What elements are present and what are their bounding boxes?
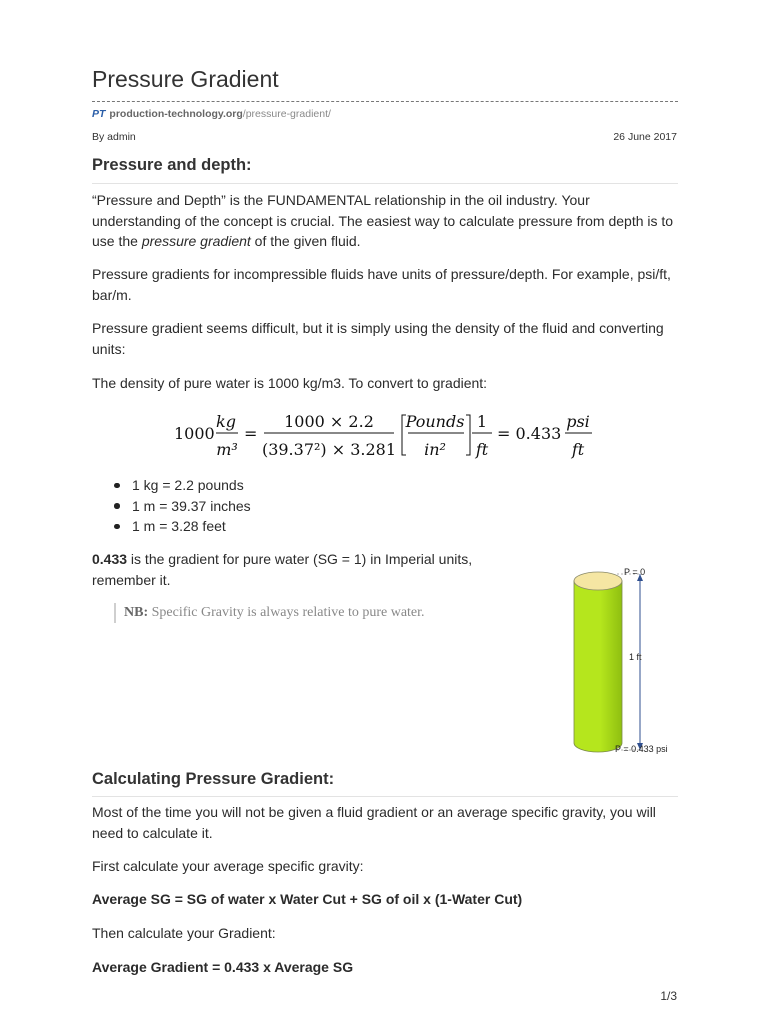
- cylinder-body: [574, 581, 622, 752]
- pressure-bottom-label: P = 0.433 psi: [615, 744, 668, 754]
- title-divider: [92, 101, 678, 102]
- list-item: [92, 516, 251, 537]
- list-item-text: 1 m = 39.37 inches: [132, 497, 251, 514]
- list-item-text: 1 kg = 2.2 pounds: [132, 477, 244, 493]
- pressure-top-label: P = 0: [624, 567, 646, 577]
- formula-psi: psi: [566, 412, 590, 431]
- formula-result: = 0.433: [497, 424, 562, 443]
- list-item: [92, 475, 251, 496]
- water-gradient-text: is the gradient for pure water (SG = 1) in Imperial units, remember it.: [92, 551, 473, 588]
- section-heading-pressure-depth: Pressure and depth:: [92, 156, 252, 174]
- water-column-diagram: [565, 562, 683, 758]
- conversion-list: [92, 475, 251, 537]
- author-byline: By admin: [92, 131, 136, 143]
- section-divider: [92, 183, 678, 184]
- formula-m3: m³: [216, 440, 238, 459]
- formula-pounds: Pounds: [405, 412, 465, 431]
- avg-sg-formula: Average SG = SG of water x Water Cut + SG of oil x (1-Water Cut): [92, 891, 523, 907]
- bullet-icon: [114, 503, 120, 509]
- bullet-icon: [114, 483, 120, 489]
- page-number: 1/3: [660, 989, 677, 1003]
- depth-label: 1 ft: [629, 652, 642, 662]
- avg-gradient-formula: Average Gradient = 0.433 x Average SG: [92, 959, 354, 975]
- source-domain[interactable]: production-technology.org: [109, 108, 243, 120]
- nb-blockquote: [114, 603, 425, 623]
- source-link[interactable]: [92, 108, 331, 120]
- bullet-icon: [114, 524, 120, 530]
- site-logo: PT: [92, 108, 106, 120]
- formula-numerator: 1000 × 2.2: [284, 412, 374, 431]
- list-item-text: 1 m = 3.28 feet: [132, 518, 226, 534]
- intro-text-a: “Pressure and Depth” is the FUNDAMENTAL relationship in the oil industry. Your understanding of the concept is crucial. The easiest way to calculate pressure from depth is to use the: [92, 192, 674, 249]
- avg-sg-intro: First calculate your average specific gravity:: [92, 858, 364, 874]
- nb-text: Specific Gravity is always relative to pure water.: [148, 605, 425, 620]
- formula-in2: in²: [424, 440, 446, 459]
- intro-paragraph: [92, 190, 678, 252]
- formula-psi-ft: ft: [571, 440, 585, 459]
- nb-label: NB:: [124, 605, 149, 620]
- cylinder-top: [574, 572, 622, 590]
- conversion-paragraph: Pressure gradient seems difficult, but it is simply using the density of the fluid and converting units:: [92, 320, 664, 357]
- section-heading-calculating-gradient: Calculating Pressure Gradient:: [92, 770, 335, 788]
- formula-lead: 1000: [174, 424, 215, 443]
- density-paragraph: The density of pure water is 1000 kg/m3. To convert to gradient:: [92, 375, 488, 391]
- water-gradient-paragraph: [92, 549, 512, 590]
- formula-denominator: (39.37²) × 3.281: [261, 440, 397, 459]
- publish-date: 26 June 2017: [613, 131, 677, 143]
- intro-text-b: of the given fluid.: [250, 233, 361, 249]
- source-path[interactable]: /pressure-gradient/: [242, 108, 331, 120]
- water-gradient-value: 0.433: [92, 551, 128, 567]
- gradient-intro: Then calculate your Gradient:: [92, 925, 276, 941]
- page-title: Pressure Gradient: [92, 66, 279, 92]
- gradient-formula: [174, 405, 614, 461]
- list-item: [92, 496, 251, 517]
- formula-kg: kg: [216, 412, 236, 431]
- formula-ft: ft: [475, 440, 489, 459]
- section-divider: [92, 796, 678, 797]
- calc-intro-paragraph: Most of the time you will not be given a fluid gradient or an average specific gravity, you will need to calculate it.: [92, 804, 656, 841]
- formula-eq: =: [244, 424, 258, 443]
- intro-emphasis: pressure gradient: [141, 233, 251, 249]
- formula-one: 1: [476, 412, 488, 431]
- units-paragraph: Pressure gradients for incompressible fluids have units of pressure/depth. For example, psi/ft, bar/m.: [92, 266, 671, 303]
